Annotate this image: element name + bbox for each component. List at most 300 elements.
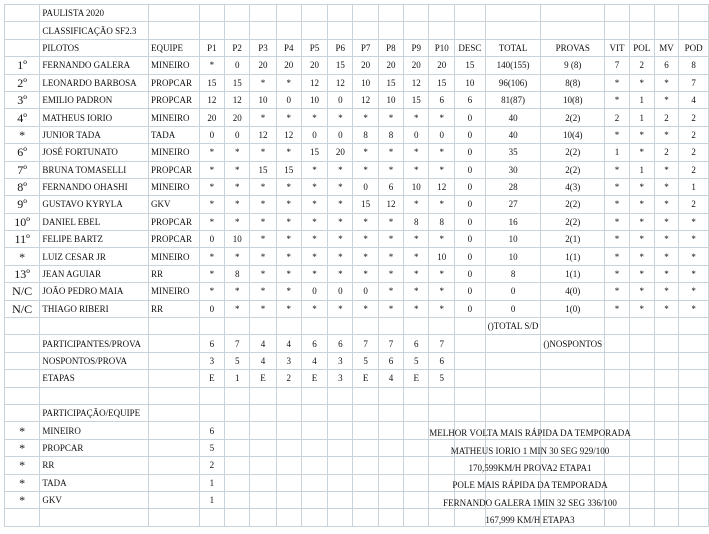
discard-points: 0 — [454, 144, 485, 161]
poles: * — [629, 231, 654, 248]
race-points: * — [199, 213, 224, 230]
podiums: 2 — [679, 109, 709, 126]
total-points: 10 — [485, 248, 541, 265]
podiums: 1 — [679, 178, 709, 195]
empty-cell — [276, 474, 301, 491]
column-header: P10 — [429, 39, 455, 56]
empty-cell — [454, 404, 485, 421]
race-points: * — [199, 178, 224, 195]
participants-count: 6 — [301, 335, 327, 352]
wins: * — [605, 213, 630, 230]
empty-cell — [629, 318, 654, 335]
fastest-lap-detail: MATHEUS IORIO 1 MIN 30 SEG 929/100 — [450, 446, 610, 456]
empty-cell — [5, 22, 40, 39]
race-points: * — [353, 231, 378, 248]
poles: * — [629, 300, 654, 317]
race-points: 20 — [250, 57, 276, 74]
discard-points: 0 — [454, 126, 485, 143]
race-points: * — [250, 300, 276, 317]
empty-cell — [149, 318, 200, 335]
race-points: * — [276, 248, 301, 265]
column-header: P9 — [404, 39, 429, 56]
standings-row — [5, 178, 709, 195]
race-points: * — [250, 231, 276, 248]
race-points: 0 — [225, 126, 250, 143]
race-points: 10 — [353, 74, 378, 91]
podiums: * — [679, 231, 709, 248]
standings-row — [5, 196, 709, 213]
team-name: PROPCAR — [149, 91, 200, 108]
race-points: * — [250, 144, 276, 161]
team-participation-count: 5 — [199, 439, 224, 456]
race-points: 20 — [276, 57, 301, 74]
etapa-value: E — [301, 370, 327, 387]
total-points: 96(106) — [485, 74, 541, 91]
column-header: P4 — [276, 39, 301, 56]
empty-cell — [353, 5, 378, 22]
empty-cell — [454, 352, 485, 369]
driver-name: FERNANDO GALERA — [40, 57, 149, 74]
nospontos-note: ()NOSPONTOS — [541, 335, 605, 352]
races-count: 2(2) — [541, 144, 605, 161]
races-count: 10(4) — [541, 126, 605, 143]
wins: * — [605, 300, 630, 317]
race-points: * — [225, 283, 250, 300]
team-name: RR — [149, 265, 200, 282]
column-header: VIT — [605, 39, 630, 56]
team-name: MINEIRO — [149, 248, 200, 265]
races-count: 2(2) — [541, 109, 605, 126]
position: 11º — [5, 231, 40, 248]
empty-cell — [276, 387, 301, 404]
race-points: 6 — [378, 178, 403, 195]
empty-cell — [605, 335, 630, 352]
empty-cell — [429, 404, 455, 421]
race-points: * — [301, 213, 327, 230]
empty-cell — [353, 474, 378, 491]
position: 6º — [5, 144, 40, 161]
empty-cell — [679, 439, 709, 456]
races-count: 2(2) — [541, 161, 605, 178]
empty-cell — [5, 404, 40, 421]
race-points: * — [276, 213, 301, 230]
race-points: * — [378, 283, 403, 300]
standings-row — [5, 248, 709, 265]
race-points: 0 — [199, 231, 224, 248]
standings-row — [5, 213, 709, 230]
total-points: 16 — [485, 213, 541, 230]
empty-cell — [250, 509, 276, 526]
wins: * — [605, 231, 630, 248]
empty-cell — [149, 22, 200, 39]
race-points: * — [404, 283, 429, 300]
empty-cell — [301, 491, 327, 508]
race-points: 15 — [199, 74, 224, 91]
race-points: * — [353, 300, 378, 317]
nospontos-count: 5 — [225, 352, 250, 369]
race-points: * — [429, 300, 455, 317]
race-points: * — [404, 109, 429, 126]
race-points: * — [225, 178, 250, 195]
race-points: 0 — [276, 91, 301, 108]
race-points: * — [404, 300, 429, 317]
race-points: * — [225, 161, 250, 178]
empty-cell — [250, 491, 276, 508]
empty-cell — [429, 318, 455, 335]
race-points: * — [250, 265, 276, 282]
empty-cell — [654, 387, 679, 404]
race-points: * — [199, 248, 224, 265]
race-points: 12 — [429, 178, 455, 195]
empty-cell — [429, 5, 455, 22]
race-points: * — [199, 144, 224, 161]
wins: * — [605, 161, 630, 178]
participants-count: 7 — [353, 335, 378, 352]
empty-cell — [679, 352, 709, 369]
empty-cell — [276, 404, 301, 421]
races-count: 1(1) — [541, 248, 605, 265]
column-header: P2 — [225, 39, 250, 56]
race-points: * — [404, 196, 429, 213]
position: 7º — [5, 161, 40, 178]
wins: * — [605, 196, 630, 213]
driver-name: BRUNA TOMASELLI — [40, 161, 149, 178]
race-points: 8 — [404, 213, 429, 230]
race-points: * — [353, 144, 378, 161]
race-points: 6 — [429, 91, 455, 108]
standings-row — [5, 161, 709, 178]
empty-cell — [225, 387, 250, 404]
race-points: * — [250, 283, 276, 300]
team-name: PROPCAR — [149, 213, 200, 230]
empty-cell — [301, 457, 327, 474]
race-points: 0 — [353, 178, 378, 195]
column-header: P8 — [378, 39, 403, 56]
empty-cell — [276, 509, 301, 526]
empty-cell — [353, 509, 378, 526]
team-participation-name: TADA — [40, 474, 149, 491]
empty-cell — [679, 318, 709, 335]
empty-cell — [629, 5, 654, 22]
empty-cell — [679, 474, 709, 491]
podiums: * — [679, 213, 709, 230]
standings-row — [5, 283, 709, 300]
race-points: 15 — [328, 57, 353, 74]
race-points: 12 — [353, 91, 378, 108]
participants-row — [5, 335, 709, 352]
column-header: P7 — [353, 39, 378, 56]
discard-points: 0 — [454, 231, 485, 248]
empty-cell — [250, 5, 276, 22]
column-header: EQUIPE — [149, 39, 200, 56]
race-points: 15 — [404, 91, 429, 108]
race-points: * — [250, 74, 276, 91]
race-points: * — [404, 248, 429, 265]
empty-cell — [328, 422, 353, 439]
standings-row — [5, 265, 709, 282]
driver-name: EMILIO PADRON — [40, 91, 149, 108]
team-name: PROPCAR — [149, 74, 200, 91]
poles: * — [629, 283, 654, 300]
nospontos-count: 4 — [301, 352, 327, 369]
empty-cell — [276, 5, 301, 22]
race-points: * — [301, 178, 327, 195]
race-points: * — [225, 248, 250, 265]
empty-cell — [454, 387, 485, 404]
position: 13º — [5, 265, 40, 282]
race-points: * — [404, 231, 429, 248]
empty-cell — [5, 387, 40, 404]
empty-cell — [40, 387, 149, 404]
sheet-subtitle: CLASSIFICAÇÃO SF2.3 — [40, 22, 149, 39]
race-points: * — [328, 213, 353, 230]
race-points: 0 — [353, 283, 378, 300]
race-points: 15 — [250, 161, 276, 178]
race-points: 20 — [328, 144, 353, 161]
empty-cell — [328, 387, 353, 404]
empty-cell — [679, 22, 709, 39]
total-points: 30 — [485, 161, 541, 178]
nospontos-row — [5, 352, 709, 369]
participants-count: 4 — [250, 335, 276, 352]
team-participation-count: 1 — [199, 491, 224, 508]
wins: * — [605, 265, 630, 282]
empty-cell — [328, 22, 353, 39]
race-points: * — [250, 196, 276, 213]
race-points: 0 — [225, 57, 250, 74]
empty-cell — [149, 335, 200, 352]
fastest-laps: * — [654, 283, 679, 300]
empty-cell — [250, 439, 276, 456]
fastest-laps: * — [654, 196, 679, 213]
race-points: * — [353, 109, 378, 126]
empty-cell — [328, 404, 353, 421]
empty-cell — [225, 22, 250, 39]
empty-cell — [301, 22, 327, 39]
nospontos-count: 3 — [276, 352, 301, 369]
empty-cell — [199, 387, 224, 404]
participants-count: 4 — [276, 335, 301, 352]
position: * — [5, 126, 40, 143]
column-header: POD — [679, 39, 709, 56]
participants-count: 6 — [404, 335, 429, 352]
empty-cell — [328, 474, 353, 491]
empty-cell — [328, 491, 353, 508]
total-note: ()TOTAL S/D — [485, 318, 541, 335]
races-count: 1(0) — [541, 300, 605, 317]
team-participation-count: 6 — [199, 422, 224, 439]
race-points: 0 — [328, 126, 353, 143]
fastest-laps: 2 — [654, 144, 679, 161]
nospontos-label: NOSPONTOS/PROVA — [40, 352, 149, 369]
empty-cell — [485, 370, 541, 387]
podiums: 7 — [679, 74, 709, 91]
fastest-laps: 6 — [654, 57, 679, 74]
empty-cell — [454, 335, 485, 352]
empty-cell — [541, 318, 605, 335]
race-points: * — [276, 196, 301, 213]
empty-cell — [605, 387, 630, 404]
empty-cell — [541, 370, 605, 387]
empty-cell — [328, 439, 353, 456]
race-points: 12 — [276, 126, 301, 143]
column-header: P5 — [301, 39, 327, 56]
nospontos-count: 5 — [353, 352, 378, 369]
team-participation-name: MINEIRO — [40, 422, 149, 439]
empty-cell — [149, 404, 200, 421]
empty-cell — [679, 509, 709, 526]
wins: 1 — [605, 144, 630, 161]
empty-cell — [679, 335, 709, 352]
participants-count: 7 — [378, 335, 403, 352]
race-points: * — [353, 265, 378, 282]
etapa-value: E — [250, 370, 276, 387]
empty-cell — [679, 404, 709, 421]
empty-cell — [353, 22, 378, 39]
race-points: * — [276, 283, 301, 300]
empty-cell — [404, 22, 429, 39]
wins: * — [605, 248, 630, 265]
wins: * — [605, 178, 630, 195]
empty-cell — [5, 39, 40, 56]
driver-name: MATHEUS IORIO — [40, 109, 149, 126]
fastest-laps: * — [654, 178, 679, 195]
podiums: * — [679, 265, 709, 282]
fastest-lap-speed: 170,599KM/H PROVA2 ETAPA1 — [468, 463, 592, 473]
podiums: * — [679, 248, 709, 265]
team-name: PROPCAR — [149, 161, 200, 178]
nospontos-count: 3 — [199, 352, 224, 369]
empty-cell — [250, 387, 276, 404]
wins: * — [605, 91, 630, 108]
empty-cell — [541, 387, 605, 404]
race-points: * — [328, 178, 353, 195]
empty-cell — [149, 370, 200, 387]
race-points: * — [378, 109, 403, 126]
team-name: RR — [149, 300, 200, 317]
race-points: 20 — [378, 57, 403, 74]
race-points: 10 — [301, 91, 327, 108]
empty-cell — [149, 352, 200, 369]
team-mark: * — [5, 474, 40, 491]
race-points: * — [276, 74, 301, 91]
column-header: DESC — [454, 39, 485, 56]
race-points: * — [199, 283, 224, 300]
empty-cell — [149, 5, 200, 22]
race-points: * — [429, 109, 455, 126]
empty-cell — [454, 318, 485, 335]
empty-cell — [541, 22, 605, 39]
empty-cell — [40, 318, 149, 335]
driver-name: LUIZ CESAR JR — [40, 248, 149, 265]
race-points: 0 — [404, 126, 429, 143]
empty-cell — [225, 509, 250, 526]
empty-cell — [301, 318, 327, 335]
empty-cell — [629, 370, 654, 387]
participants-count: 6 — [199, 335, 224, 352]
race-points: 10 — [378, 91, 403, 108]
empty-cell — [605, 318, 630, 335]
race-points: 12 — [404, 74, 429, 91]
race-points: * — [225, 213, 250, 230]
empty-cell — [250, 404, 276, 421]
race-points: * — [429, 265, 455, 282]
driver-name: JOSÉ FORTUNATO — [40, 144, 149, 161]
sheet-title: PAULISTA 2020 — [40, 5, 149, 22]
race-points: * — [301, 300, 327, 317]
fastest-laps: * — [654, 300, 679, 317]
team-name: PROPCAR — [149, 231, 200, 248]
empty-cell — [629, 352, 654, 369]
empty-cell — [250, 22, 276, 39]
driver-name: LEONARDO BARBOSA — [40, 74, 149, 91]
team-mark: * — [5, 422, 40, 439]
races-count: 10(8) — [541, 91, 605, 108]
fastest-laps: * — [654, 231, 679, 248]
race-points: 12 — [301, 74, 327, 91]
races-count: 4(0) — [541, 283, 605, 300]
race-points: * — [301, 248, 327, 265]
participants-count: 7 — [225, 335, 250, 352]
race-points: 8 — [225, 265, 250, 282]
race-points: 12 — [250, 126, 276, 143]
empty-cell — [454, 5, 485, 22]
total-points: 8 — [485, 265, 541, 282]
empty-cell — [404, 318, 429, 335]
empty-cell — [679, 387, 709, 404]
race-points: * — [429, 231, 455, 248]
empty-cell — [328, 457, 353, 474]
discard-points: 0 — [454, 178, 485, 195]
race-points: 15 — [353, 196, 378, 213]
race-points: * — [199, 161, 224, 178]
empty-cell — [199, 5, 224, 22]
position: 9º — [5, 196, 40, 213]
empty-cell — [149, 474, 200, 491]
fastest-laps: * — [654, 91, 679, 108]
team-mark: * — [5, 457, 40, 474]
race-points: 0 — [301, 283, 327, 300]
race-points: 8 — [429, 213, 455, 230]
empty-cell — [541, 404, 605, 421]
race-points: * — [378, 144, 403, 161]
empty-cell — [654, 318, 679, 335]
column-header: TOTAL — [485, 39, 541, 56]
column-header-row — [5, 39, 709, 56]
wins: * — [605, 74, 630, 91]
fastest-laps: * — [654, 213, 679, 230]
empty-cell — [654, 370, 679, 387]
races-count: 8(8) — [541, 74, 605, 91]
poles: * — [629, 213, 654, 230]
nospontos-count: 6 — [378, 352, 403, 369]
discard-points: 0 — [454, 265, 485, 282]
standings-row — [5, 144, 709, 161]
empty-cell — [149, 439, 200, 456]
race-points: * — [276, 300, 301, 317]
empty-cell — [679, 457, 709, 474]
total-points: 35 — [485, 144, 541, 161]
race-points: 20 — [353, 57, 378, 74]
poles: * — [629, 144, 654, 161]
title-row — [5, 5, 709, 22]
fastest-laps: * — [654, 126, 679, 143]
empty-cell — [301, 5, 327, 22]
race-points: * — [276, 231, 301, 248]
column-header: MV — [654, 39, 679, 56]
driver-name: DANIEL EBEL — [40, 213, 149, 230]
standings-row — [5, 57, 709, 74]
